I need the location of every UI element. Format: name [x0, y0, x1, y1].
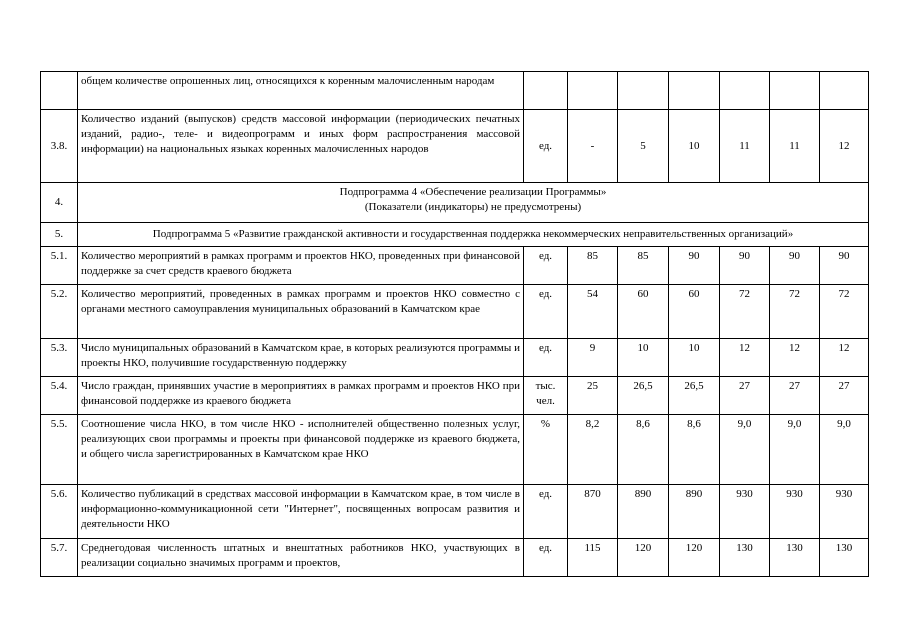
row-value: 54	[568, 285, 618, 339]
section-heading: Подпрограмма 5 «Развитие гражданской активности и государственная поддержка некоммерческих неправительственных организаций»	[78, 223, 869, 247]
section-number: 4.	[41, 183, 78, 223]
table-row	[41, 285, 869, 339]
row-value: 25	[568, 377, 618, 415]
row-description: Число муниципальных образований в Камчатском крае, в которых реализуются программы и проекты НКО, получившие государственную поддержку	[78, 339, 524, 377]
row-value: 8,6	[669, 415, 720, 485]
row-value: 12	[720, 339, 770, 377]
row-value: 890	[669, 485, 720, 539]
row-description: Число граждан, принявших участие в мероприятиях в рамках программ и проектов НКО при финансовой поддержке из краевого бюджета	[78, 377, 524, 415]
row-value: 9,0	[720, 415, 770, 485]
row-unit: ед.	[524, 339, 568, 377]
row-value: 10	[669, 110, 720, 183]
row-value: 26,5	[669, 377, 720, 415]
row-number: 5.2.	[41, 285, 78, 339]
row-description: Количество мероприятий в рамках программ и проектов НКО, проведенных при финансовой поддержке за счет средств краевого бюджета	[78, 247, 524, 285]
table-row	[41, 110, 869, 183]
row-value: 90	[820, 247, 869, 285]
section-row	[41, 183, 869, 223]
row-description: Количество изданий (выпусков) средств массовой информации (периодических печатных изданий, радио-, теле- и видеопрограмм и иных форм распространения массовой информации) на национальных языках коренных малочисленных народов	[78, 110, 524, 183]
row-value: 9,0	[770, 415, 820, 485]
row-value: 12	[820, 339, 869, 377]
row-value	[618, 72, 669, 110]
row-value	[720, 72, 770, 110]
row-value: 11	[720, 110, 770, 183]
row-value: 60	[669, 285, 720, 339]
row-value: 26,5	[618, 377, 669, 415]
section-title	[78, 183, 869, 223]
row-unit: %	[524, 415, 568, 485]
row-value: 930	[720, 485, 770, 539]
section-note: (Показатели (индикаторы) не предусмотрены)	[364, 201, 582, 213]
row-value: 930	[770, 485, 820, 539]
table-row	[41, 415, 869, 485]
row-value: 120	[618, 539, 669, 577]
row-value: 72	[770, 285, 820, 339]
row-value: -	[568, 110, 618, 183]
row-value: 27	[820, 377, 869, 415]
row-value: 130	[720, 539, 770, 577]
row-value: 72	[720, 285, 770, 339]
row-value: 27	[770, 377, 820, 415]
row-value: 9,0	[820, 415, 869, 485]
row-value: 130	[820, 539, 869, 577]
row-value: 85	[568, 247, 618, 285]
row-value: 85	[618, 247, 669, 285]
row-number	[41, 72, 78, 110]
row-unit: ед.	[524, 485, 568, 539]
row-value: 90	[669, 247, 720, 285]
row-number: 5.1.	[41, 247, 78, 285]
row-value: 90	[720, 247, 770, 285]
table-row	[41, 377, 869, 415]
row-value	[669, 72, 720, 110]
row-number: 5.3.	[41, 339, 78, 377]
row-value: 72	[820, 285, 869, 339]
section-heading: Подпрограмма 4 «Обеспечение реализации Программы»	[339, 186, 607, 198]
row-value: 27	[720, 377, 770, 415]
row-value: 890	[618, 485, 669, 539]
row-value: 870	[568, 485, 618, 539]
row-unit: тыс. чел.	[524, 377, 568, 415]
row-unit: ед.	[524, 247, 568, 285]
row-value: 12	[820, 110, 869, 183]
row-value: 930	[820, 485, 869, 539]
row-description: Соотношение числа НКО, в том числе НКО - исполнителей общественно полезных услуг, реализующих свои программы и проекты при финансовой поддержке из краевого бюджета, и общего числа зарегистрированных в Камчатском крае НКО	[78, 415, 524, 485]
row-value: 12	[770, 339, 820, 377]
table-row	[41, 485, 869, 539]
indicators-table	[40, 71, 869, 577]
table-row	[41, 339, 869, 377]
table-row	[41, 72, 869, 110]
section-number: 5.	[41, 223, 78, 247]
row-value	[568, 72, 618, 110]
row-number: 3.8.	[41, 110, 78, 183]
row-unit: ед.	[524, 110, 568, 183]
row-value: 90	[770, 247, 820, 285]
row-value: 5	[618, 110, 669, 183]
row-value: 8,2	[568, 415, 618, 485]
row-value: 9	[568, 339, 618, 377]
section-row	[41, 223, 869, 247]
row-description: Количество публикаций в средствах массовой информации в Камчатском крае, в том числе в информационно-коммуникационной сети "Интернет", посвященных вопросам развития и деятельности НКО	[78, 485, 524, 539]
row-number: 5.5.	[41, 415, 78, 485]
table-row	[41, 247, 869, 285]
table-row	[41, 539, 869, 577]
row-unit: ед.	[524, 285, 568, 339]
row-value: 130	[770, 539, 820, 577]
row-value: 10	[669, 339, 720, 377]
row-number: 5.7.	[41, 539, 78, 577]
row-value: 8,6	[618, 415, 669, 485]
row-value: 115	[568, 539, 618, 577]
row-unit	[524, 72, 568, 110]
row-unit: ед.	[524, 539, 568, 577]
row-number: 5.6.	[41, 485, 78, 539]
row-value: 120	[669, 539, 720, 577]
row-number: 5.4.	[41, 377, 78, 415]
row-value: 10	[618, 339, 669, 377]
row-description: Количество мероприятий, проведенных в рамках программ и проектов НКО совместно с органами местного самоуправления муниципальных образований в Камчатском крае	[78, 285, 524, 339]
row-value: 60	[618, 285, 669, 339]
row-description: общем количестве опрошенных лиц, относящихся к коренным малочисленным народам	[78, 72, 524, 110]
row-value: 11	[770, 110, 820, 183]
row-value	[820, 72, 869, 110]
row-description: Среднегодовая численность штатных и внештатных работников НКО, участвующих в реализации социально значимых программ и проектов,	[78, 539, 524, 577]
row-value	[770, 72, 820, 110]
